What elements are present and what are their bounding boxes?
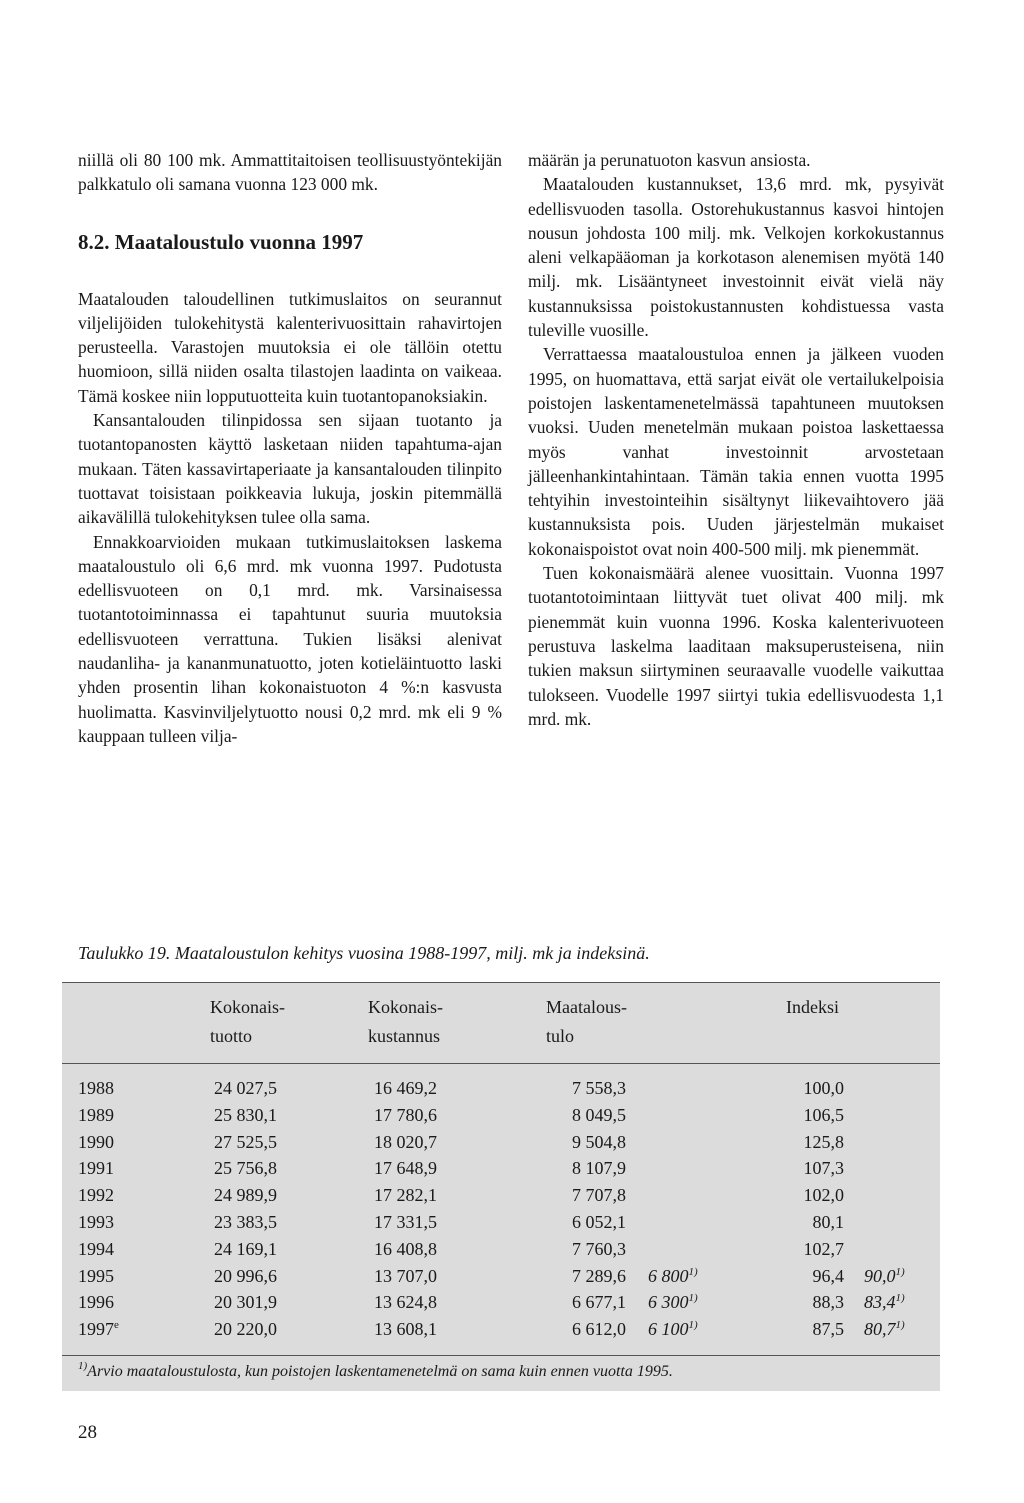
- cell-indeksi: 96,4: [812, 1265, 844, 1286]
- paragraph: Maatalouden kustannukset, 13,6 mrd. mk, pysyivät edellisvuoden tasolla. Ostorehukustannus kasvoi hintojen nousun johdosta 100 milj. mk. Velkojen korkokustannus aleni velkapääoman ja korkotason alenemisen myötä 140 milj. mk. Lisääntyneet investoinnit eivät vielä näy kustannuksissa poistokustannusten kohdistuessa vasta tuleville vuosille.: [528, 174, 944, 341]
- table-row: [62, 1182, 940, 1208]
- arvio-text: 6 300: [648, 1292, 689, 1313]
- footnote-ref: 1): [895, 1265, 905, 1278]
- paragraph: määrän ja perunatuoton kasvun ansiosta.: [528, 150, 811, 170]
- year-text: 1996: [78, 1292, 114, 1313]
- cell-kokonaiskustannus: 16 408,8: [374, 1238, 437, 1259]
- cell-year: [78, 1209, 114, 1235]
- table-caption: Taulukko 19. Maataloustulon kehitys vuosina 1988-1997, milj. mk ja indeksinä.: [78, 943, 650, 963]
- left-column: [78, 148, 502, 748]
- cell-maataloustulo: 7 760,3: [572, 1238, 626, 1259]
- paragraph: Kansantalouden tilinpidossa sen sijaan tuotanto ja tuotantopanosten käyttö lasketaan niiden tapahtuma-ajan mukaan. Täten kassavirtaperiaate ja kansantalouden tilinpito tuottavat toisistaan poikkeavia lukuja, joskin pitemmällä aikavälillä tulokehityksen tulee olla sama.: [78, 410, 502, 528]
- cell-maataloustulo-arvio: [648, 1289, 698, 1315]
- cell-maataloustulo: 7 707,8: [572, 1185, 626, 1206]
- cell-year: [78, 1182, 114, 1208]
- cell-kokonaistuotto: 20 301,9: [214, 1292, 277, 1313]
- cell-indeksi: 88,3: [812, 1292, 844, 1313]
- cell-maataloustulo: 8 049,5: [572, 1104, 626, 1125]
- paragraph: Ennakkoarvioiden mukaan tutkimuslaitoksen laskema maataloustulo oli 6,6 mrd. mk vuonna 1997. Pudotusta edellisvuoteen on 0,1 mrd. mk. Varsinaisessa tuotantotoiminnassa ei tapahtunut suuria muutoksia edellisvuoteen verrattuna. Tukien lisäksi alenivat naudanliha- ja kananmunatuotto, joten kotieläintuotto laski yhden prosentin lihan kokonaistuoton 4 %:n kasvusta huolimatta. Kasvinviljelytuotto nousi 0,2 mrd. mk eli 9 % kauppaan tulleen vilja-: [78, 531, 502, 746]
- footer-divider: [62, 1355, 940, 1356]
- cell-maataloustulo: 7 558,3: [572, 1078, 626, 1098]
- year-text: 1993: [78, 1212, 114, 1232]
- cell-kokonaistuotto: 25 756,8: [214, 1158, 277, 1179]
- cell-kokonaiskustannus: 13 624,8: [374, 1292, 437, 1313]
- header-line: Kokonais-: [368, 997, 443, 1017]
- footnote-marker: 1): [78, 1360, 88, 1372]
- estimate-marker: e: [114, 1319, 119, 1332]
- cell-kokonaiskustannus: 17 282,1: [374, 1185, 437, 1206]
- year-text: 1988: [78, 1078, 114, 1098]
- cell-kokonaistuotto: 25 830,1: [214, 1104, 277, 1125]
- cell-kokonaiskustannus: 18 020,7: [374, 1131, 437, 1152]
- paragraph: niillä oli 80 100 mk. Ammattitaitoisen teollisuustyöntekijän palkkatulo oli samana vuonna 123 000 mk.: [78, 150, 502, 195]
- footnote-ref: 1): [688, 1319, 698, 1332]
- cell-maataloustulo-arvio: [648, 1263, 698, 1289]
- paragraph: Verrattaessa maataloustuloa ennen ja jälkeen vuoden 1995, on huomattava, että sarjat eivät ole vertailukelpoisia poistojen laskentamenetelmässä tapahtuneen muutoksen vuoksi. Uuden menetelmän mukaan poistoa laskettaessa myös vanhat investoinnit arvostetaan jälleenhankintahintaan. Tämän takia ennen vuotta 1995 tehtyihin investointeihin sisältynyt liikevaihtovero jää kustannuksista pois. Uuden järjestelmän mukaiset kokonaispoistot ovat noin 400-500 milj. mk pienemmät.: [528, 344, 944, 559]
- footnote-ref: 1): [688, 1292, 698, 1305]
- cell-maataloustulo: 6 677,1: [572, 1292, 626, 1313]
- table-row: [62, 1236, 940, 1262]
- cell-indeksi: 102,7: [803, 1238, 844, 1259]
- column-header-kokonaistuotto: [210, 993, 285, 1051]
- cell-maataloustulo-arvio: [648, 1316, 698, 1342]
- paragraph: Tuen kokonaismäärä alenee vuosittain. Vuonna 1997 tuotantotoimintaan liittyvät tuet olivat 400 milj. mk pienemmät kuin vuonna 1996. Koska kalenterivuoteen perustuva laskelma laaditaan maksuperusteisena, niin tukien maksun siirtyminen seuraavalle vuodelle vaikuttaa tulokseen. Vuodelle 1997 siirtyi tukia edellisvuodesta 1,1 mrd. mk.: [528, 563, 944, 729]
- footnote-ref: 1): [688, 1265, 698, 1278]
- cell-maataloustulo: 7 289,6: [572, 1265, 626, 1286]
- table-row: [62, 1075, 940, 1101]
- year-text: 1994: [78, 1238, 114, 1259]
- header-line: kustannus: [368, 1026, 440, 1046]
- year-text: 1992: [78, 1185, 114, 1206]
- section-heading: 8.2. Maataloustulo vuonna 1997: [78, 229, 364, 254]
- table-row: [62, 1102, 940, 1128]
- table-row: [62, 1289, 940, 1315]
- arvio-text: 90,0: [864, 1265, 896, 1286]
- arvio-text: 83,4: [864, 1292, 896, 1313]
- arvio-text: 80,7: [864, 1319, 896, 1340]
- cell-year: [78, 1316, 119, 1342]
- year-text: 1991: [78, 1158, 114, 1179]
- column-header-indeksi: [786, 993, 839, 1022]
- arvio-text: 6 800: [648, 1265, 689, 1286]
- cell-indeksi: 125,8: [803, 1131, 844, 1152]
- header-divider: [62, 1063, 940, 1064]
- cell-indeksi: 102,0: [803, 1185, 844, 1206]
- cell-maataloustulo: 6 612,0: [572, 1319, 626, 1340]
- cell-year: [78, 1155, 114, 1181]
- cell-indeksi: 106,5: [803, 1104, 844, 1125]
- cell-kokonaiskustannus: 13 707,0: [374, 1265, 437, 1286]
- table-row: [62, 1316, 940, 1342]
- year-text: 1989: [78, 1104, 114, 1125]
- cell-kokonaiskustannus: 17 331,5: [374, 1212, 437, 1232]
- table-row: [62, 1263, 940, 1289]
- header-line: Maatalous-: [546, 997, 627, 1017]
- cell-kokonaistuotto: 20 220,0: [214, 1319, 277, 1340]
- cell-year: [78, 1263, 114, 1289]
- header-line: tulo: [546, 1026, 575, 1046]
- cell-indeksi: 107,3: [803, 1158, 844, 1179]
- cell-indeksi-arvio: [864, 1289, 905, 1315]
- header-line: Indeksi: [786, 997, 839, 1017]
- paragraph: Maatalouden taloudellinen tutkimuslaitos on seurannut viljelijöiden tulokehitystä kalenterivuosittain rahavirtojen perusteella. Varastojen muutoksia ei ole tällöin otettu huomioon, sillä niiden osalta tilastojen laadinta on vaikeaa. Tämä koskee niin lopputuotteita kuin tuotantopanoksiakin.: [78, 288, 502, 406]
- cell-year: [78, 1129, 114, 1155]
- table-row: [62, 1209, 940, 1235]
- header-line: tuotto: [210, 1026, 253, 1046]
- table-row: [62, 1155, 940, 1181]
- table-row: [62, 1129, 940, 1155]
- header-line: Kokonais-: [210, 997, 285, 1017]
- cell-kokonaiskustannus: 13 608,1: [374, 1319, 437, 1340]
- cell-indeksi: 100,0: [803, 1078, 844, 1098]
- cell-kokonaiskustannus: 16 469,2: [374, 1078, 437, 1098]
- cell-kokonaistuotto: 24 027,5: [214, 1078, 277, 1098]
- cell-kokonaistuotto: 23 383,5: [214, 1212, 277, 1232]
- cell-year: [78, 1075, 114, 1101]
- cell-kokonaistuotto: 24 989,9: [214, 1185, 277, 1206]
- page-number: 28: [78, 1422, 97, 1443]
- right-column: [528, 148, 944, 731]
- cell-indeksi: 87,5: [812, 1319, 844, 1340]
- cell-maataloustulo: 8 107,9: [572, 1158, 626, 1179]
- column-header-kokonaiskustannus: [368, 993, 443, 1051]
- cell-kokonaistuotto: 20 996,6: [214, 1265, 277, 1286]
- year-text: 1995: [78, 1265, 114, 1286]
- cell-maataloustulo: 6 052,1: [572, 1212, 626, 1232]
- cell-year: [78, 1102, 114, 1128]
- footnote-text: Arvio maataloustulosta, kun poistojen laskentamenetelmä on sama kuin ennen vuotta 1995.: [87, 1363, 673, 1380]
- cell-kokonaiskustannus: 17 780,6: [374, 1104, 437, 1125]
- cell-indeksi-arvio: [864, 1263, 905, 1289]
- footnote-ref: 1): [895, 1319, 905, 1332]
- cell-kokonaistuotto: 24 169,1: [214, 1238, 277, 1259]
- cell-year: [78, 1236, 114, 1262]
- cell-year: [78, 1289, 114, 1315]
- cell-indeksi: 80,1: [812, 1212, 844, 1232]
- cell-kokonaiskustannus: 17 648,9: [374, 1158, 437, 1179]
- table-footnote: [78, 1360, 673, 1381]
- cell-kokonaistuotto: 27 525,5: [214, 1131, 277, 1152]
- footnote-ref: 1): [895, 1292, 905, 1305]
- year-text: 1990: [78, 1131, 114, 1152]
- arvio-text: 6 100: [648, 1319, 689, 1340]
- data-table: [62, 982, 940, 1391]
- cell-indeksi-arvio: [864, 1316, 905, 1342]
- year-text: 1997: [78, 1319, 114, 1340]
- column-header-maataloustulo: [546, 993, 627, 1051]
- cell-maataloustulo: 9 504,8: [572, 1131, 626, 1152]
